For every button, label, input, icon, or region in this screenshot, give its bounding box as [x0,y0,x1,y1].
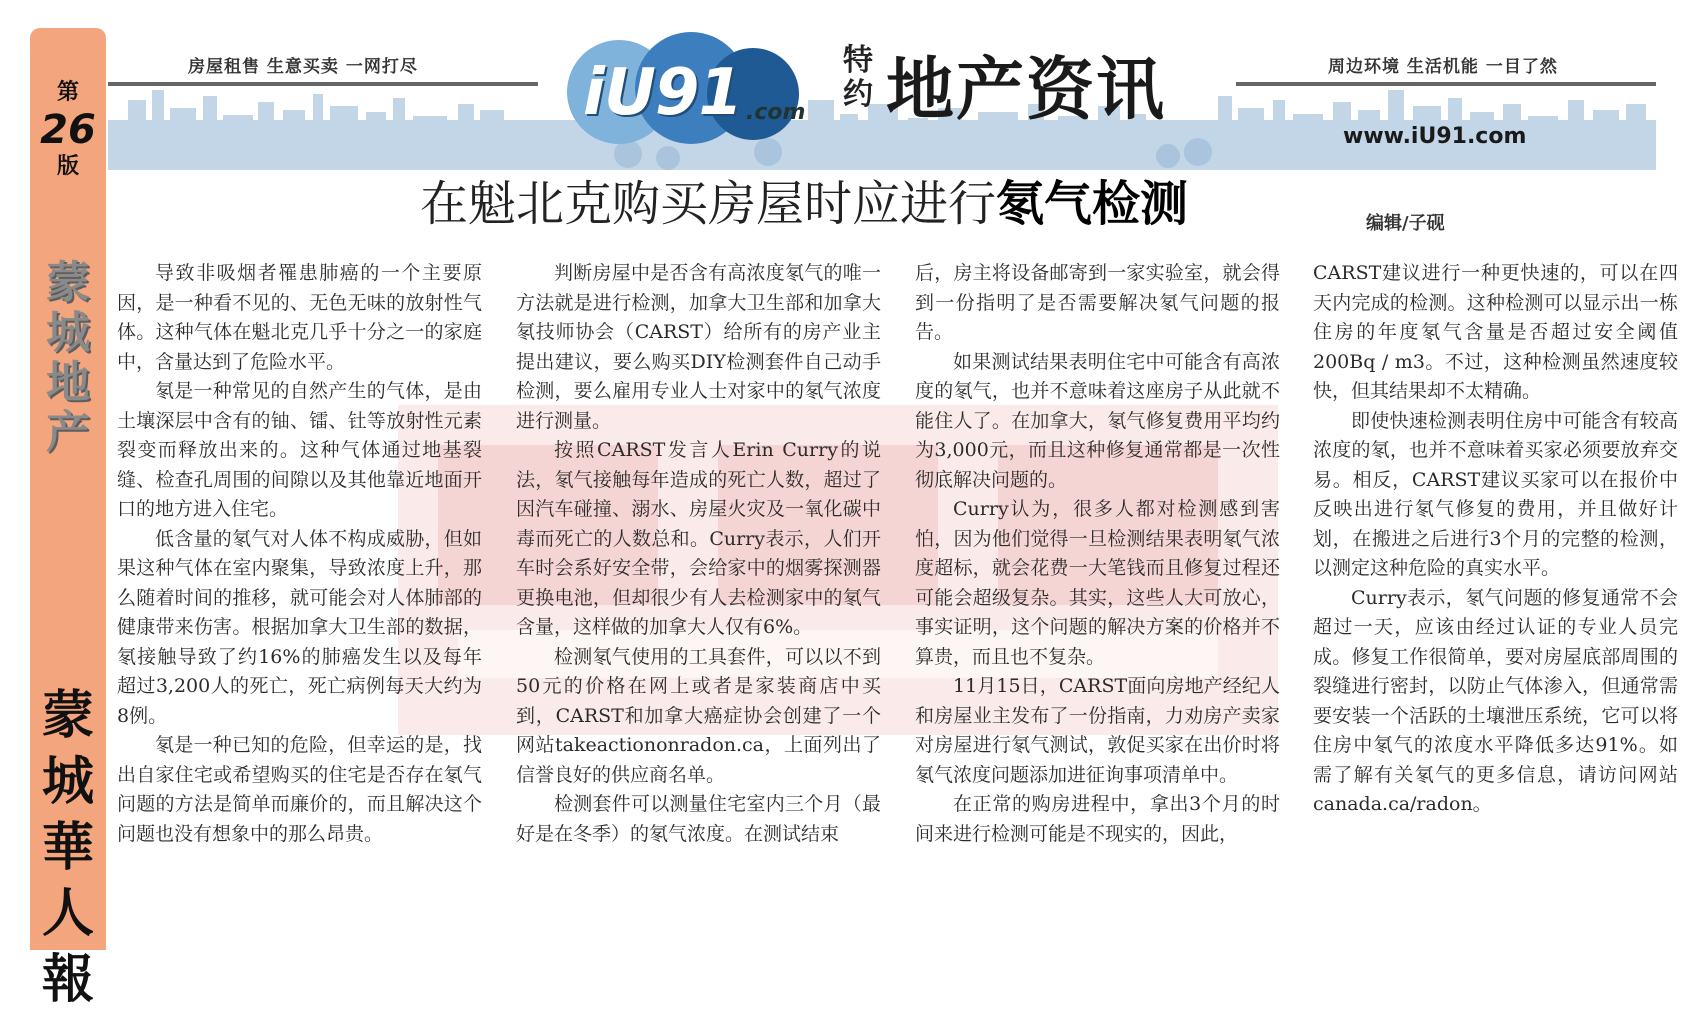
masthead-rule-right [1236,82,1656,86]
edition-prefix: 第 [56,80,79,105]
article-column-3 [915,259,1280,849]
article-headline [420,165,1188,234]
logo-dotcom: .com [746,100,806,125]
section-char: 产 [46,407,90,458]
newspaper-name-vertical [30,683,106,1013]
headline-emphasis: 氡气检测 [996,176,1189,232]
section-char: 城 [46,307,90,358]
paragraph-continued: CARST建议进行一种更快速的，可以在四天内完成的检测。这种检测可以显示出一栋住房的年度氡气含量是否超过安全阈值200Bq / m3。不过，这种检测虽然速度较快，但其结果却不太精确。 [1313,262,1678,402]
masthead-rule-left [108,82,538,86]
site-url: www.iU91.com [1343,124,1527,149]
paragraph: 判断房屋中是否含有高浓度氡气的唯一方法就是进行检测，加拿大卫生部和加拿大氡技师协会（CARST）给所有的房产业主提出建议，要么购买DIY检测套件自己动手检测，要么雇用专业人士对家中的氡气浓度进行测量。 [516,262,881,432]
paper-char: 城 [41,751,94,812]
section-char: 地 [46,357,90,408]
edition-label [30,80,106,180]
section-char: 蒙 [46,257,90,308]
tagline-left: 房屋租售 生意买卖 一网打尽 [188,57,418,77]
edition-number: 26 [40,107,96,153]
paper-char: 人 [41,883,94,944]
paper-char: 華 [41,817,94,878]
paragraph: 按照CARST发言人Erin Curry的说法，氡气接触每年造成的死亡人数，超过了因汽车碰撞、溺水、房屋火灾及一氧化碳中毒而死亡的人数总和。Curry表示，人们开车时会系好安全带，会给家中的烟雾探测器更换电池，但却很少有人去检测家中的氡气含量，这样做的加拿大人仅有6%。 [516,439,881,638]
edition-suffix: 版 [56,154,79,179]
paragraph: 导致非吸烟者罹患肺癌的一个主要原因，是一种看不见的、无色无味的放射性气体。这种气体在魁北克几乎十分之一的家庭中，含量达到了危险水平。 [117,262,482,373]
article-column-2 [516,259,881,849]
paper-char: 報 [41,949,94,1010]
section-title: 地产资讯 [886,51,1167,130]
paragraph: 即使快速检测表明住房中可能含有较高浓度的氡，也并不意味着买家必须要放弃交易。相反，CARST建议买家可以在报价中反映出进行氡气修复的费用，并且做好计划，在搬进之后进行3个月的完整的检测，以测定这种危险的真实水平。 [1313,409,1678,579]
paragraph: 氡是一种已知的危险，但幸运的是，找出自家住宅或希望购买的住宅是否存在氡气问题的方法是简单而廉价的，而且解决这个问题也没有想象中的那么昂贵。 [117,734,482,845]
site-logo: iU91 [583,56,742,130]
paragraph: 在正常的购房进程中，拿出3个月的时间来进行检测可能是不现实的，因此， [915,793,1280,845]
tagline-right: 周边环境 生活机能 一目了然 [1328,57,1558,77]
paragraph-continued: 后，房主将设备邮寄到一家实验室，就会得到一份指明了是否需要解决氡气问题的报告。 [915,262,1280,343]
paragraph: Curry表示，氡气问题的修复通常不会超过一天，应该由经过认证的专业人员完成。修复工作很简单，要对房屋底部周围的裂缝进行密封，以防止气体渗入，但通常需要安装一个活跃的土壤泄压系统，它可以将住房中氡气的浓度水平降低多达91%。如需了解有关氡气的更多信息，请访问网站canada.ca/radon。 [1313,586,1678,815]
section-sidebar [30,28,106,1010]
paragraph: 11月15日，CARST面向房地产经纪人和房屋业主发布了一份指南，力劝房产卖家对房屋进行氡气测试，敦促买家在出价时将氡气浓度问题添加进征询事项清单中。 [915,675,1280,786]
article-column-1 [117,259,482,849]
headline-plain: 在魁北克购买房屋时应进行 [420,176,997,232]
editor-credit: 编辑/子砚 [1366,213,1445,234]
section-name-vertical [30,258,106,458]
paragraph: Curry认为，很多人都对检测感到害怕，因为他们觉得一旦检测结果表明氡气浓度超标，就会花费一大笔钱而且修复过程还可能会超级复杂。其实，这些人大可放心，事实证明，这个问题的解决方案的价格并不算贵，而且也不复杂。 [915,498,1280,668]
paragraph: 低含量的氡气对人体不构成威胁，但如果这种气体在室内聚集，导致浓度上升，那么随着时间的推移，就可能会对人体肺部的健康带来伤害。根据加拿大卫生部的数据，氡接触导致了约16%的肺癌发生以及每年超过3,200人的死亡，死亡病例每天大约为8例。 [117,527,482,727]
paper-char: 蒙 [41,685,94,746]
special-label: 特约 [843,43,873,112]
paragraph: 氡是一种常见的自然产生的气体，是由土壤深层中含有的铀、镭、钍等放射性元素裂变而释放出来的。这种气体通过地基裂缝、检查孔周围的间隙以及其他靠近地面开口的地方进入住宅。 [117,380,482,520]
article-column-4 [1313,259,1678,820]
paragraph: 如果测试结果表明住宅中可能含有高浓度的氡气，也并不意味着这座房子从此就不能住人了。在加拿大，氡气修复费用平均约为3,000元，而且这种修复通常都是一次性彻底解决问题的。 [915,350,1280,491]
paragraph: 检测氡气使用的工具套件，可以以不到50元的价格在网上或者是家装商店中买到，CARST和加拿大癌症协会创建了一个网站takeactiononradon.ca，上面列出了信誉良好的供应商名单。 [516,645,881,786]
paragraph: 检测套件可以测量住宅室内三个月（最好是在冬季）的氡气浓度。在测试结束 [516,793,881,845]
masthead [108,30,1656,170]
